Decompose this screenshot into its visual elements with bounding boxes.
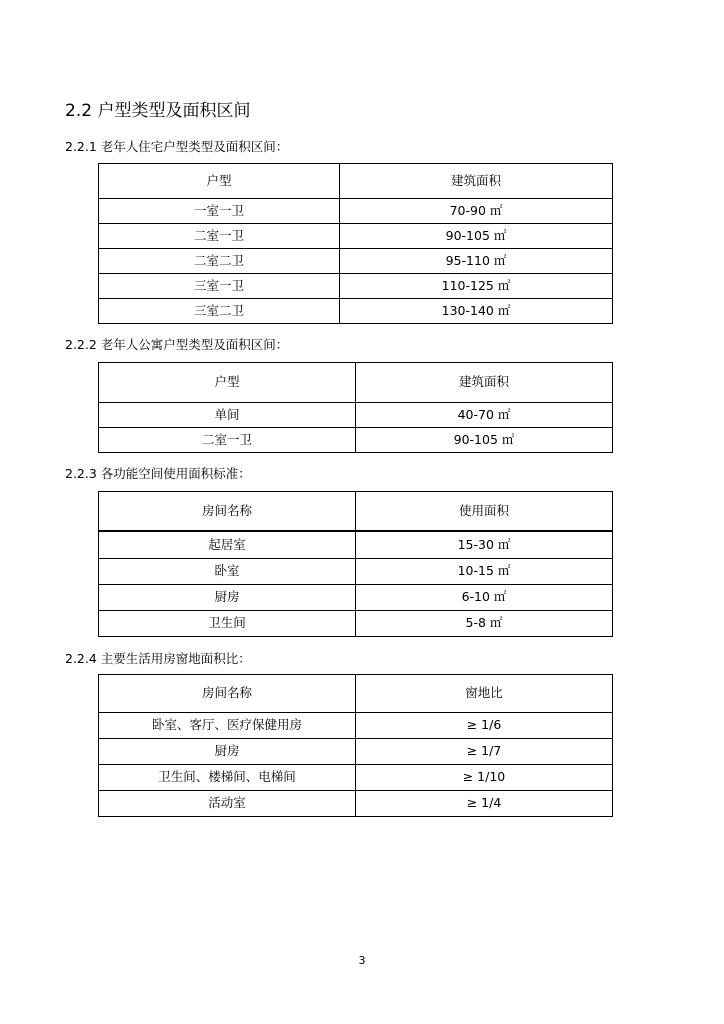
table-cell: 厨房 (99, 739, 356, 765)
table-row (99, 428, 613, 453)
table-row (99, 299, 613, 324)
header-cell: 户型 (99, 363, 356, 403)
table-cell: 40-70 ㎡ (356, 403, 613, 428)
subsection-heading-3: 2.2.3 各功能空间使用面积标准： (65, 466, 251, 481)
subsection-heading-1: 2.2.1 老年人住宅户型类型及面积区间： (65, 139, 289, 154)
table-row (99, 713, 613, 739)
table-cell: 起居室 (99, 531, 356, 559)
table-cell: 10-15 ㎡ (356, 559, 613, 585)
table-apartment-area (98, 362, 613, 453)
table-cell: 卫生间 (99, 611, 356, 637)
table-cell: 二室二卫 (99, 249, 340, 274)
table-cell: 5-8 ㎡ (356, 611, 613, 637)
table-cell: 90-105 ㎡ (356, 428, 613, 453)
table-row (99, 249, 613, 274)
table-cell: ≥ 1/6 (356, 713, 613, 739)
table-header-row (99, 164, 613, 199)
table-row (99, 199, 613, 224)
table-cell: 三室一卫 (99, 274, 340, 299)
subsection-heading-4: 2.2.4 主要生活用房窗地面积比： (65, 651, 251, 666)
header-cell: 建筑面积 (340, 164, 613, 199)
subsection-heading-2: 2.2.2 老年人公寓户型类型及面积区间： (65, 337, 289, 352)
table-cell: 卫生间、楼梯间、电梯间 (99, 765, 356, 791)
table-header-row (99, 675, 613, 713)
table-cell: 15-30 ㎡ (356, 531, 613, 559)
section-title: 2.2 户型类型及面积区间 (65, 101, 251, 121)
header-cell: 建筑面积 (356, 363, 613, 403)
table-row (99, 274, 613, 299)
table-row (99, 791, 613, 817)
page-number: 3 (358, 954, 366, 967)
header-cell: 使用面积 (356, 492, 613, 531)
table-cell: 二室一卫 (99, 428, 356, 453)
table-header-row (99, 363, 613, 403)
table-cell: 二室一卫 (99, 224, 340, 249)
header-cell: 窗地比 (356, 675, 613, 713)
table-cell: 130-140 ㎡ (340, 299, 613, 324)
table-row (99, 611, 613, 637)
table-cell: ≥ 1/7 (356, 739, 613, 765)
table-window-floor-ratio (98, 674, 613, 817)
table-header-row (99, 492, 613, 531)
table-room-usable-area (98, 491, 613, 637)
table-cell: 单间 (99, 403, 356, 428)
table-cell: 厨房 (99, 585, 356, 611)
table-row (99, 531, 613, 559)
table-cell: 卧室、客厅、医疗保健用房 (99, 713, 356, 739)
table-row (99, 224, 613, 249)
header-cell: 房间名称 (99, 675, 356, 713)
table-cell: 90-105 ㎡ (340, 224, 613, 249)
table-row (99, 403, 613, 428)
table-cell: 6-10 ㎡ (356, 585, 613, 611)
table-row (99, 739, 613, 765)
table-cell: ≥ 1/4 (356, 791, 613, 817)
table-row (99, 559, 613, 585)
header-cell: 户型 (99, 164, 340, 199)
table-row (99, 765, 613, 791)
table-residence-area (98, 163, 613, 324)
table-cell: 活动室 (99, 791, 356, 817)
table-cell: 70-90 ㎡ (340, 199, 613, 224)
table-cell: 一室一卫 (99, 199, 340, 224)
header-cell: 房间名称 (99, 492, 356, 531)
table-cell: 110-125 ㎡ (340, 274, 613, 299)
table-cell: ≥ 1/10 (356, 765, 613, 791)
table-cell: 95-110 ㎡ (340, 249, 613, 274)
table-cell: 三室二卫 (99, 299, 340, 324)
table-row (99, 585, 613, 611)
table-cell: 卧室 (99, 559, 356, 585)
